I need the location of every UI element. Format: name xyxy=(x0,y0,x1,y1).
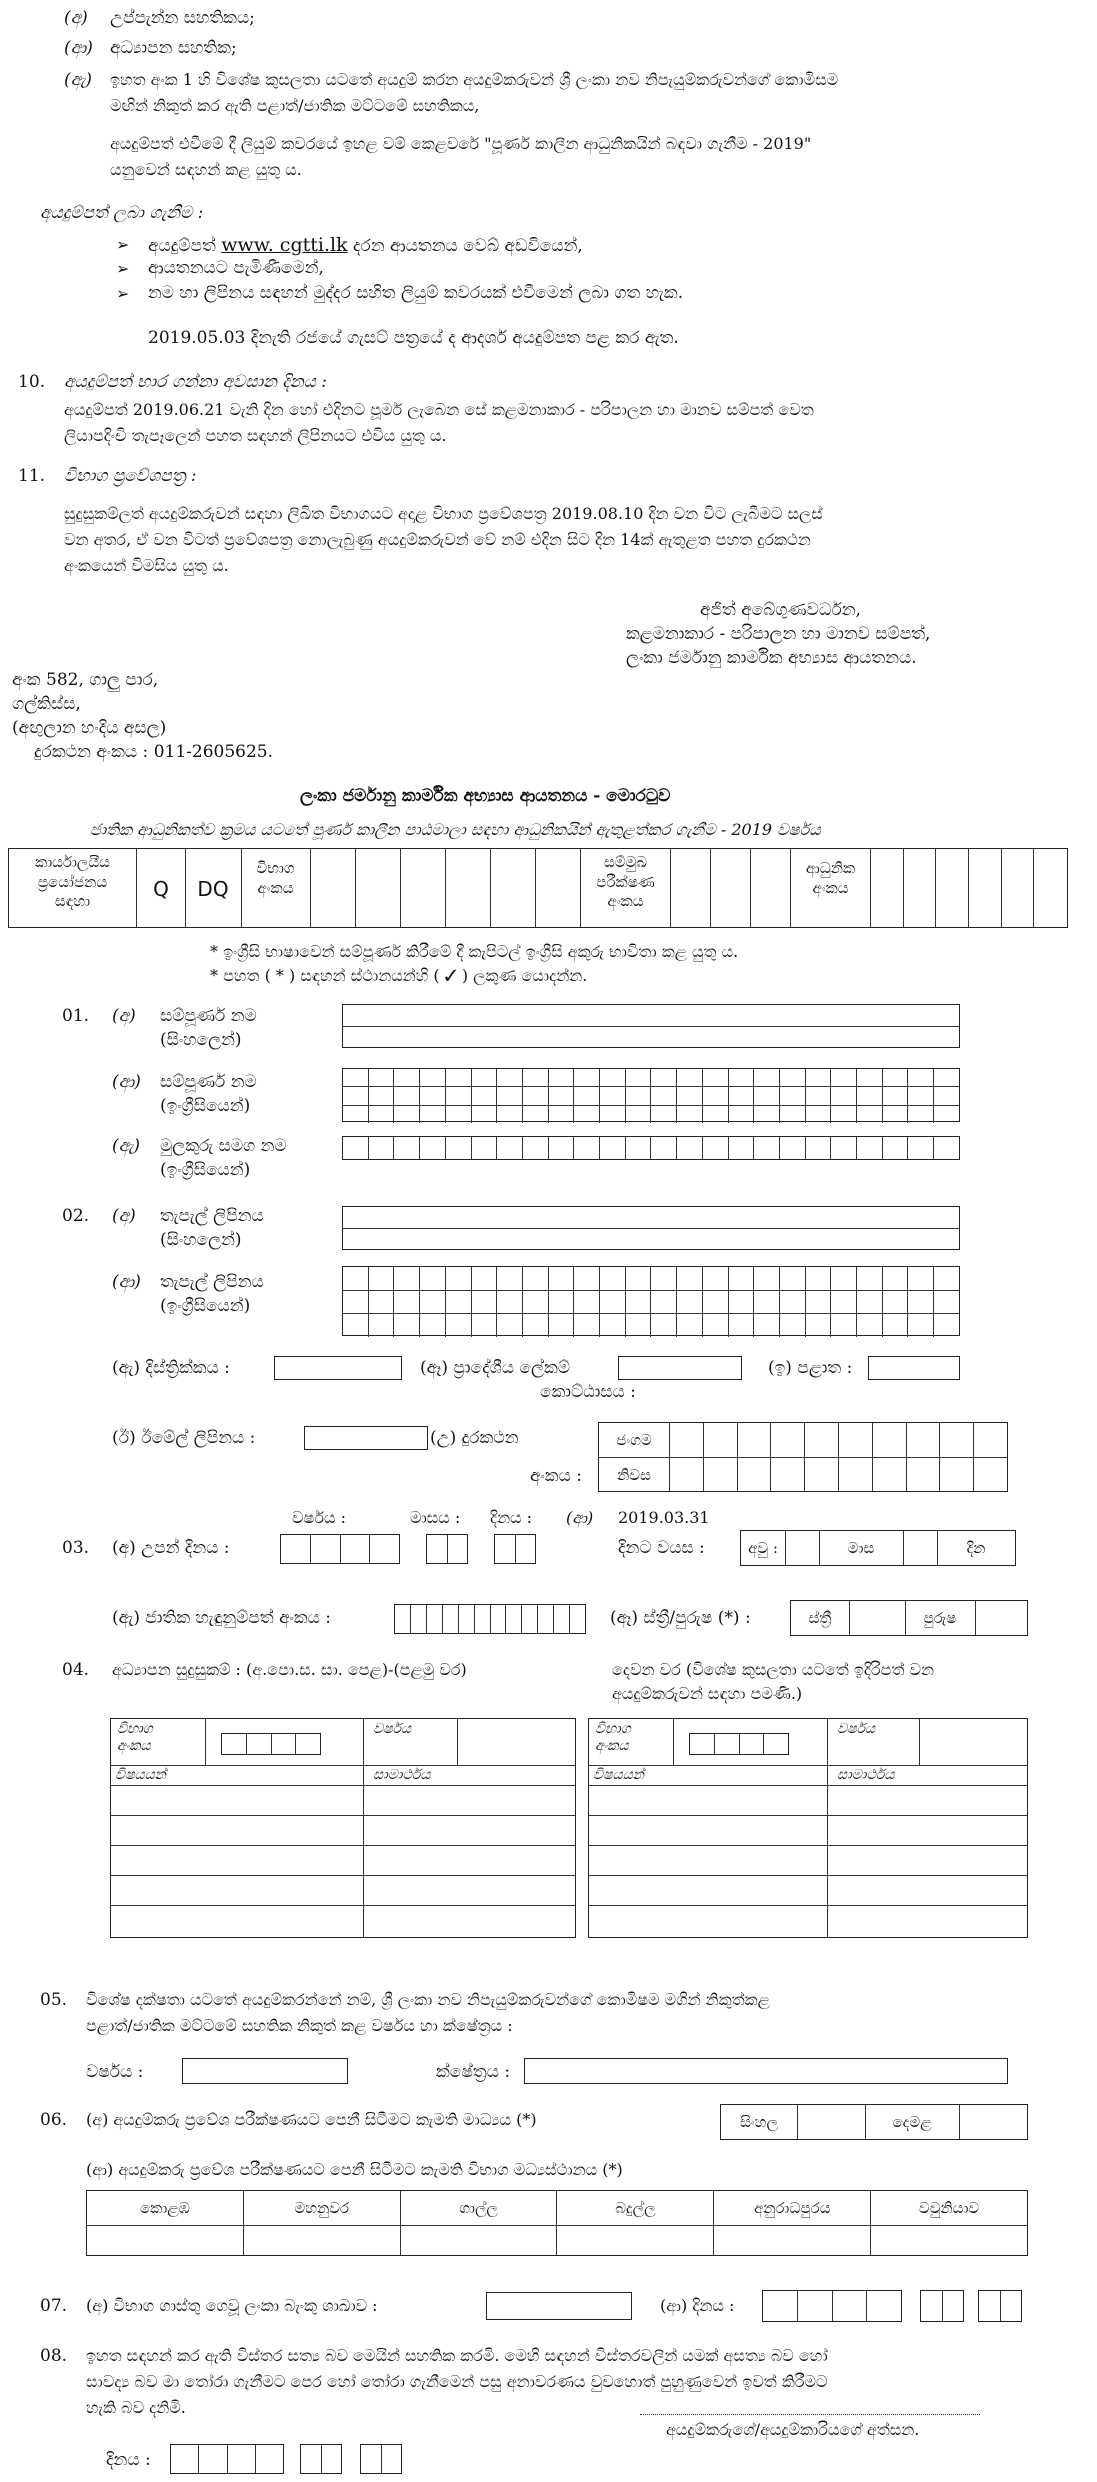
male-label: පුරුෂ xyxy=(905,1601,976,1635)
s11-num: 11. xyxy=(18,466,46,486)
arrow-bullet-icon: ➢ xyxy=(116,235,130,254)
signature-line3: ලංකා ජර්මානු කාර්මික අභ්‍යාස ආයතනය. xyxy=(626,648,917,668)
payment-year-grid[interactable] xyxy=(762,2290,902,2322)
exam-centre-checkbox[interactable] xyxy=(87,2225,244,2255)
ol-first-sitting-table[interactable]: විභාග අංකය වර්ෂය විෂයයන් සාමාර්ථය xyxy=(110,1718,576,1938)
envelope-line2: යනුවෙන් සඳහන් කළ යුතු ය. xyxy=(110,160,302,179)
q02-aa-sub: (ඉංග්‍රීසියෙන්) xyxy=(160,1296,251,1316)
envelope-line1: අයදුම්පත් එවීමේ දී ලියුම් කවරයේ ඉහළ වම් කෙළවරේ "පූර්ණ කාලීන ආධුනිකයින් බඳවා ගැනීම - 2019" xyxy=(110,134,812,153)
dob-label: (අ) උපන් දිනය : xyxy=(112,1538,230,1558)
day-label: දිනය : xyxy=(490,1508,533,1527)
applicant-signature-label: අයදුම්කරුගේ/අයදුම්කාරියගේ අත්සන. xyxy=(666,2420,920,2439)
q01-ae-mark: (ඇ) xyxy=(112,1136,141,1156)
intro-ae-line1: ඉහත අංක 1 හි විශේෂ කුසලතා යටතේ අයදුම් කරන අයදුම්කරුවන් ශ්‍රී ලංකා නව නිපැයුම්කරුවන්ගේ කොමිසම xyxy=(110,70,839,89)
sinhala-label: සිංහල xyxy=(721,2105,798,2139)
q-cell: Q xyxy=(137,849,186,927)
s11-line2: වන අතර, ඒ වන විටත් ප්‍රවේශපත්‍ර නොලැබුණු අයදුම්කරුවන් වේ නම් එදින සිට දින 14ක් ඇතුළත පහත දුරකථන xyxy=(64,530,811,549)
intro-a-text: උප්පැන්න සහතිකය; xyxy=(110,8,255,28)
obtain-b1: අයදුම්පත් www. cgtti.lk දරන ආයතනය වෙබ් අඩවියෙන්, xyxy=(148,234,583,256)
s10-num: 10. xyxy=(18,372,46,392)
home-label: නිවස xyxy=(599,1458,670,1492)
q02-aa-mark: (ආ) xyxy=(112,1272,141,1292)
q01-a-mark: (අ) xyxy=(112,1006,136,1026)
arrow-bullet-icon: ➢ xyxy=(116,259,130,278)
q01-ae-sub: (ඉංග්‍රීසියෙන්) xyxy=(160,1160,251,1180)
age-months-label: මාස xyxy=(819,1531,904,1565)
payment-month-grid[interactable] xyxy=(920,2290,964,2322)
payment-day-grid[interactable] xyxy=(978,2290,1022,2322)
q05-field-input[interactable] xyxy=(524,2058,1008,2084)
s11-line1: සුදුසුකම්ලත් අයදුම්කරුවන් සඳහා ලිඛිත විභාගයට අදාළ විභාග ප්‍රවේශපත්‍ර 2019.08.10 දින වන විට ලැබීමට සලස් xyxy=(64,504,823,523)
form-title: ලංකා ජර්මානු කාර්මික අභ්‍යාස ආයතනය - මොරටුව xyxy=(300,786,671,806)
q08-line2: සාවද්‍ය බව මා තෝරා ගැනීමට පෙර හෝ තෝරා ගැනීමෙන් පසු අනාවරණය වුවහොත් පුහුණුවෙන් ඉවත් කිරීමට xyxy=(86,2372,828,2391)
q08-num: 08. xyxy=(40,2346,68,2366)
signature-line[interactable] xyxy=(640,2414,980,2415)
q03-aa-mark: (ආ) xyxy=(566,1508,594,1527)
form-subtitle: ජාතික ආධුනිකත්ව ක්‍රමය යටතේ පූර්ණ කාලීන පාඨමාලා සඳහා ආධුනිකයින් ඇතුළත්කර ගැනීම - 2019 වර්ෂය xyxy=(90,820,821,839)
note-capitals: * ඉංග්‍රීසි භාෂාවෙන් සම්පූර්ණ කිරීමේ දී කැපිටල් ඉංග්‍රීසි අකුරු භාවිතා කළ යුතු ය. xyxy=(210,942,739,961)
sinhala-checkbox[interactable] xyxy=(797,2105,866,2139)
province-label: (ඉ) පළාත : xyxy=(768,1358,853,1378)
s10-line2: ලියාපදිංචි තැපෑලෙන් පහත සඳහන් ලිපිනයට එවිය යුතු ය. xyxy=(64,426,447,445)
q05-year-input[interactable] xyxy=(182,2058,348,2084)
sign-year-grid[interactable] xyxy=(170,2444,284,2474)
q07-num: 07. xyxy=(40,2296,68,2316)
q05-num: 05. xyxy=(40,1990,68,2010)
address-english-grid[interactable] xyxy=(342,1266,960,1336)
nic-grid[interactable] xyxy=(394,1604,586,1634)
q07-date-label: (ආ) දිනය : xyxy=(660,2296,735,2315)
q04-left-label: අධ්‍යාපන සුදුසුකම් : (අ.පො.ස. සා. පෙළ)-(පළමු වර) xyxy=(112,1660,467,1679)
exam-centre-label: මහනුවර xyxy=(244,2191,401,2225)
mobile-label: ජංගම xyxy=(599,1423,670,1457)
q02-a-sub: (සිංහලෙන්) xyxy=(160,1230,242,1250)
phone-grid[interactable] xyxy=(598,1422,1008,1492)
q05-line2: පළාත්/ජාතික මට්ටමේ සහතික නිකුත් කළ වර්ෂය හා ක්ෂේත්‍රය : xyxy=(86,2016,513,2035)
ol-second-sitting-table[interactable]: විභාග අංකය වර්ෂය විෂයයන් සාමාර්ථය xyxy=(588,1718,1028,1938)
age-label: දිනට වයස : xyxy=(618,1538,705,1558)
q01-a-sub: (සිංහලෙන්) xyxy=(160,1030,242,1050)
dob-year-grid[interactable] xyxy=(280,1534,400,1564)
year-label: වර්ෂය : xyxy=(292,1508,346,1527)
intro-ae-mark: (ඇ) xyxy=(64,70,93,90)
exam-centre-label: අනුරාධපුරය xyxy=(714,2191,871,2225)
exam-centre-table[interactable] xyxy=(86,2190,1028,2256)
q01-ae-label: මුලකුරු සමග නම xyxy=(160,1136,287,1156)
q05-field-label: ක්ෂේත්‍රය : xyxy=(436,2062,511,2082)
intro-ae-line2: මඟින් නිකුත් කර ඇති පළාත්/ජාතික මට්ටමේ සහතිකය, xyxy=(110,96,480,115)
address-phone: දුරකථන අංකය : 011-2605625. xyxy=(34,742,273,762)
website-link[interactable]: www. cgtti.lk xyxy=(221,234,348,256)
nic-label: (ඇ) ජාතික හැඳුනුම්පත් අංකය : xyxy=(112,1608,332,1628)
email-input[interactable] xyxy=(304,1426,428,1450)
obtain-b3: නම හා ලිපිනය සඳහන් මුද්දර සහිත ලියුම් කවරයක් එවීමෙන් ලබා ගත හැක. xyxy=(148,283,684,303)
month-label: මාසය : xyxy=(410,1508,461,1527)
q05-year-label: වර්ෂය : xyxy=(86,2062,144,2082)
address-line3: (අඟුලාන හංදිය අසල) xyxy=(12,718,167,738)
q04-num: 04. xyxy=(62,1660,90,1680)
q06-a-label: (අ) අයදුම්කරු ප්‍රවේශ පරීක්ෂණයට පෙනී සිටීමට කැමති මාධ්‍යය (*) xyxy=(86,2110,537,2129)
q08-line3: හැකි බව දනිමි. xyxy=(86,2398,186,2417)
q02-a-mark: (අ) xyxy=(112,1206,136,1226)
q02-num: 02. xyxy=(62,1206,90,1226)
exam-centre-label: ගාල්ල xyxy=(401,2191,558,2225)
ds-label-2: කොට්ඨාසය : xyxy=(540,1382,636,1402)
signature-line1: අජිත් අබේගුණවර්ධන, xyxy=(700,600,861,620)
age-years-label: අවු : xyxy=(741,1531,786,1565)
q01-a-label: සම්පූර්ණ නම xyxy=(160,1006,257,1026)
obtain-gazette: 2019.05.03 දිනැති රජයේ ගැසට් පත්‍රයේ ද ආදර්ශ අයදුම්පත පළ කර ඇත. xyxy=(148,328,679,348)
gender-label: (ඈ) ස්ත්‍රී/පුරුෂ (*) : xyxy=(610,1608,751,1628)
medium-grid[interactable] xyxy=(720,2104,1028,2140)
age-date: 2019.03.31 xyxy=(618,1508,710,1527)
q05-line1: විශේෂ දක්ෂතා යටතේ අයදුම්කරන්නේ නම්, ශ්‍රී ලංකා නව නිපැයුම්කරුවන්ගේ කොමිෂම මගින් නිකුත්කළ xyxy=(86,1990,770,2009)
address-line1: අංක 582, ගාලු පාර, xyxy=(12,670,159,690)
exam-centre-label: කොළඹ xyxy=(87,2191,244,2225)
male-checkbox[interactable] xyxy=(975,1601,1027,1635)
dob-day-grid[interactable] xyxy=(494,1534,536,1564)
signature-line2: කළමනාකාර - පරිපාලන හා මානව සම්පත්, xyxy=(626,624,931,644)
address-line2: ගල්කිස්ස, xyxy=(12,694,81,714)
q06-num: 06. xyxy=(40,2110,68,2130)
s11-heading: විභාග ප්‍රවේශපත්‍ර : xyxy=(64,466,197,486)
intro-aa-mark: (ආ) xyxy=(64,38,93,58)
sign-month-grid[interactable] xyxy=(300,2444,342,2474)
age-days-label: දින xyxy=(966,1539,986,1557)
intro-aa-text: අධ්‍යාපන සහතික; xyxy=(110,38,237,58)
dob-month-grid[interactable] xyxy=(426,1534,468,1564)
phone-label: (උ) දුරකථන xyxy=(430,1428,519,1448)
q08-line1: ඉහත සඳහන් කර ඇති විස්තර සත්‍ය බව මෙයින් සහතික කරමි. මෙහි සඳහන් විස්තරවලින් යමක් අසත්‍ය බව හෝ xyxy=(86,2346,828,2365)
exam-centre-checkbox[interactable] xyxy=(557,2225,714,2255)
district-label: (ඇ) දිස්ත්‍රික්කය : xyxy=(112,1358,230,1378)
exam-centre-label: බදුල්ල xyxy=(557,2191,714,2225)
s11-line3: අංකයෙන් විමසිය යුතු ය. xyxy=(64,556,229,575)
email-label: (ඊ) ඊමේල් ලිපිනය : xyxy=(112,1428,256,1448)
note-tick: * පහත ( * ) සඳහන් ස්ථානයන්හි ( ✓ ) ලකුණ යොදන්න. xyxy=(210,966,588,985)
ds-division-input[interactable] xyxy=(618,1356,742,1380)
exam-centre-label: වවුනියාව xyxy=(918,2199,980,2217)
q01-num: 01. xyxy=(62,1006,90,1026)
tamil-label: දෙමළ xyxy=(865,2105,960,2139)
full-name-english-grid[interactable] xyxy=(342,1068,960,1122)
age-grid[interactable] xyxy=(740,1530,1016,1566)
exam-centre-checkbox[interactable] xyxy=(401,2225,558,2255)
province-input[interactable] xyxy=(868,1356,960,1380)
phone-label-2: අංකය : xyxy=(530,1466,582,1486)
q03-num: 03. xyxy=(62,1538,90,1558)
sign-day-grid[interactable] xyxy=(360,2444,402,2474)
exam-centre-checkbox[interactable] xyxy=(714,2225,871,2255)
q04-right-l1: දෙවන වර (විශේෂ කුසලතා යටතේ ඉදිරිපත් වන xyxy=(612,1660,935,1679)
exam-centre-checkbox[interactable] xyxy=(871,2225,1027,2255)
office-use-table: කාර්යාලයීය ප්‍රයෝජනය සඳහා Q DQ විභාග අංකය සම්මුඛ පරීක්ෂණ අංකය ආධුනික අංකය xyxy=(8,848,1068,928)
q08-date-label: දිනය : xyxy=(106,2450,151,2470)
s10-heading: අයදුම්පත් භාර ගන්නා අවසාන දිනය : xyxy=(64,372,328,392)
q07-a-label: (අ) විභාග ගාස්තු ගෙවූ ලංකා බැංකු ශාඛාව : xyxy=(86,2296,378,2315)
exam-centre-checkbox[interactable] xyxy=(244,2225,401,2255)
female-checkbox[interactable] xyxy=(849,1601,906,1635)
full-name-sinhala-input[interactable] xyxy=(342,1004,960,1048)
tamil-checkbox[interactable] xyxy=(959,2105,1027,2139)
ds-label: (ඈ) ප්‍රාදේශීය ලේකම් xyxy=(420,1358,570,1378)
q02-aa-label: තැපැල් ලිපිනය xyxy=(160,1272,264,1292)
intro-a-mark: (අ) xyxy=(64,8,88,28)
bank-branch-input[interactable] xyxy=(486,2292,632,2320)
s10-line1: අයදුම්පත් 2019.06.21 වැනි දින හෝ එදිනට පූර්ම ලැබෙන සේ කළමනාකාර - පරිපාලන හා මානව සම්පත් වෙත xyxy=(64,400,814,419)
female-label: ස්ත්‍රී xyxy=(791,1601,850,1635)
initials-name-grid[interactable] xyxy=(342,1136,960,1160)
q04-right-l2: අයදුම්කරුවන් සඳහා පමණි.) xyxy=(612,1684,803,1703)
q02-a-label: තැපැල් ලිපිනය xyxy=(160,1206,264,1226)
obtain-b2: ආයතනයට පැමිණීමෙන්, xyxy=(148,258,324,278)
address-sinhala-input[interactable] xyxy=(342,1206,960,1250)
dq-cell: DQ xyxy=(185,849,242,927)
obtain-heading: අයදුම්පත් ලබා ගැනීම : xyxy=(40,203,204,223)
q06-aa-label: (ආ) අයදුම්කරු ප්‍රවේශ පරීක්ෂණයට පෙනී සිටීමට කැමති විභාග මධ්‍යස්ථානය (*) xyxy=(86,2160,623,2179)
district-input[interactable] xyxy=(274,1356,402,1380)
arrow-bullet-icon: ➢ xyxy=(116,284,130,303)
q01-aa-mark: (ආ) xyxy=(112,1072,141,1092)
q01-aa-label: සම්පූර්ණ නම xyxy=(160,1072,257,1092)
q01-aa-sub: (ඉංග්‍රීසියෙන්) xyxy=(160,1096,251,1116)
gender-grid[interactable] xyxy=(790,1600,1028,1636)
